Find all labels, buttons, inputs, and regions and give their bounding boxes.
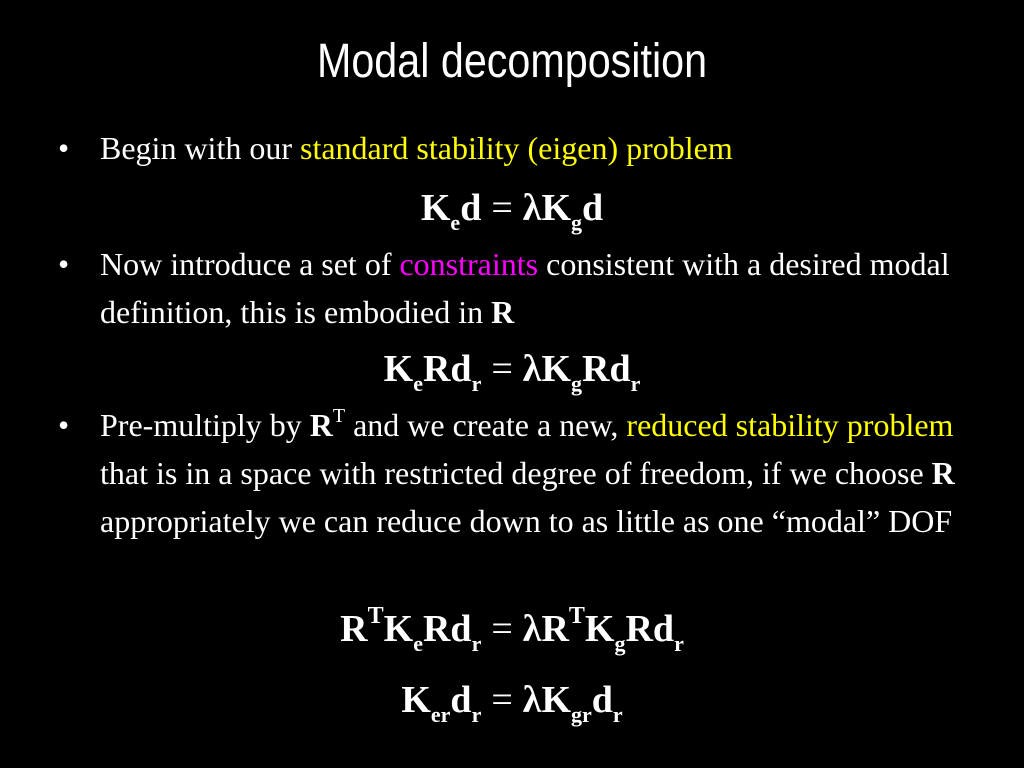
bullet-2-text <box>100 240 958 336</box>
eq2-R: R <box>422 348 451 390</box>
bullet-2-matrix: R <box>491 294 515 330</box>
eq2-sub-r: r <box>471 371 482 396</box>
eq1-equals: = <box>491 187 513 229</box>
eq1-K: K <box>420 187 451 229</box>
eq4-equals: = <box>491 679 513 721</box>
eq4-K2: K <box>541 679 571 721</box>
bullet-3 <box>58 401 958 545</box>
eq3-sub-e: e <box>413 631 423 656</box>
eq3-R: R <box>340 608 368 650</box>
eq3-equals: = <box>491 608 513 650</box>
bullet-1-highlight: standard stability (eigen) problem <box>299 130 733 166</box>
eq4-K: K <box>401 679 431 721</box>
bullet-2-lead: Now introduce a set of <box>100 246 400 282</box>
eq4-sub-r: r <box>471 702 482 727</box>
eq1-d: d <box>460 187 482 229</box>
eq1-d2: d <box>582 187 604 229</box>
eq4-sub-er: er <box>430 702 451 727</box>
bullet-dot: • <box>58 246 70 282</box>
eq4-lambda: λ <box>522 679 542 721</box>
eq1-lambda: λ <box>522 187 542 229</box>
eq3-R2: R <box>422 608 451 650</box>
bullet-2 <box>58 240 958 336</box>
bullet-3-highlight: reduced stability problem <box>626 407 954 443</box>
eq3-K: K <box>383 608 414 650</box>
eq3-d2: d <box>652 608 675 650</box>
eq3-d: d <box>450 608 472 650</box>
eq4-d2: d <box>591 679 613 721</box>
eq2-lambda: λ <box>522 348 542 390</box>
bullet-3-text <box>100 401 958 545</box>
bullet-2-highlight: constraints <box>399 246 539 282</box>
equation-4 <box>0 675 1024 725</box>
bullet-3-matrix2: R <box>931 455 955 491</box>
eq4-d: d <box>450 679 472 721</box>
eq1-sub-g: g <box>571 210 582 235</box>
eq4-sub-r2: r <box>612 702 623 727</box>
eq2-sub-g: g <box>571 371 582 396</box>
equation-1 <box>0 183 1024 233</box>
bullet-3-end: appropriately we can reduce down to as little as one “modal” DOF <box>100 503 953 539</box>
bullet-dot: • <box>58 407 70 443</box>
eq1-sub-e: e <box>450 210 461 235</box>
eq3-sup-T: T <box>367 603 384 629</box>
eq3-sub-g: g <box>614 631 626 656</box>
eq2-d: d <box>450 348 472 390</box>
eq3-lambda: λ <box>522 608 542 650</box>
slide-title: Modal decomposition <box>316 35 708 88</box>
eq3-R4: R <box>625 608 653 650</box>
eq3-sub-r2: r <box>674 631 684 656</box>
eq2-equals: = <box>491 348 513 390</box>
eq1-K2: K <box>541 187 571 229</box>
eq3-sup-T2: T <box>568 603 585 629</box>
eq2-sub-r2: r <box>630 371 641 396</box>
eq3-K2: K <box>584 608 615 650</box>
bullet-3-mid: and we create a new, <box>345 407 627 443</box>
bullet-2-rest: consistent with a desired modal definition, this is embodied in <box>100 246 950 330</box>
bullet-dot: • <box>58 130 70 166</box>
bullet-1 <box>58 124 958 172</box>
eq4-sub-gr: gr <box>571 702 592 727</box>
bullet-1-text <box>100 124 958 172</box>
eq2-d2: d <box>609 348 631 390</box>
eq2-sub-e: e <box>413 371 423 396</box>
eq2-K2: K <box>541 348 571 390</box>
bullet-1-plain: Begin with our <box>100 130 300 166</box>
eq3-R3: R <box>541 608 569 650</box>
bullet-3-rest: that is in a space with restricted degree of freedom, if we choose <box>100 455 932 491</box>
eq2-K: K <box>383 348 414 390</box>
bullet-3-lead: Pre-multiply by <box>100 407 310 443</box>
eq2-R2: R <box>582 348 610 390</box>
equation-2 <box>0 344 1024 394</box>
bullet-3-sup: T <box>332 405 346 427</box>
equation-3 <box>0 604 1024 654</box>
bullet-3-matrix: R <box>309 407 333 443</box>
eq3-sub-r: r <box>471 631 482 656</box>
